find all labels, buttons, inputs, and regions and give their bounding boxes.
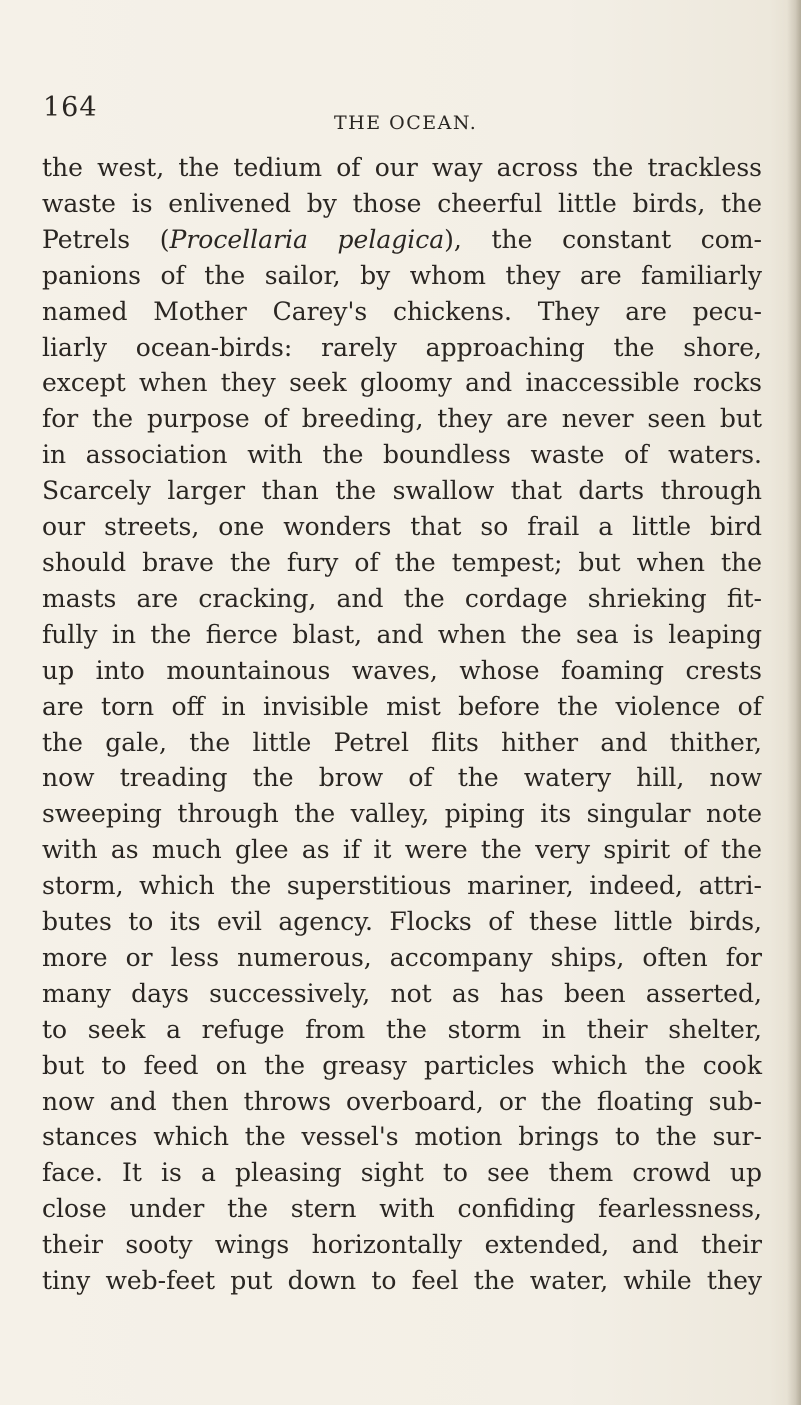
page-edge-shadow xyxy=(787,0,801,1405)
text-line: Petrels (Procellaria pelagica), the constant com- xyxy=(42,224,763,254)
text-line: except when they seek gloomy and inaccessible rocks xyxy=(42,368,762,398)
text-line: stances which the vessel's motion brings to the sur- xyxy=(42,1122,762,1152)
latin-name: Procellaria pelagica xyxy=(169,224,445,254)
text-line: sweeping through the valley, piping its singular note xyxy=(42,799,762,829)
text-line: fully in the fierce blast, and when the sea is leaping xyxy=(42,619,762,649)
text-line: our streets, one wonders that so frail a little bird xyxy=(42,512,762,542)
text-line: more or less numerous, accompany ships, often for xyxy=(42,942,762,972)
text-line: now and then throws overboard, or the floating sub- xyxy=(42,1086,762,1116)
running-head: THE OCEAN. xyxy=(334,112,478,134)
text-line: Scarcely larger than the swallow that darts through xyxy=(42,476,762,506)
text-line: up into mountainous waves, whose foaming crests xyxy=(42,655,762,685)
text-line: close under the stern with confiding fearlessness, xyxy=(42,1194,762,1224)
text-line: butes to its evil agency. Flocks of these little birds, xyxy=(42,907,762,937)
page-number: 164 xyxy=(43,92,98,123)
text-line: tiny web-feet put down to feel the water, while they xyxy=(42,1266,762,1296)
text-line: the gale, the little Petrel flits hither and thither, xyxy=(42,727,762,757)
page-header xyxy=(0,92,801,132)
text-line: for the purpose of breeding, they are never seen but xyxy=(42,404,762,434)
text-line: many days successively, not as has been asserted, xyxy=(42,978,762,1008)
text-line: but to feed on the greasy particles which the cook xyxy=(42,1050,762,1080)
text-line: the west, the tedium of our way across the trackless xyxy=(42,153,762,182)
text-line: masts are cracking, and the cordage shrieking fit- xyxy=(42,583,762,613)
text-line: to seek a refuge from the storm in their shelter, xyxy=(42,1014,762,1044)
text-line: their sooty wings horizontally extended, and their xyxy=(42,1230,762,1260)
text-line: should brave the fury of the tempest; but when the xyxy=(42,547,762,577)
text-line: now treading the brow of the watery hill, now xyxy=(42,763,762,793)
text-line: are torn off in invisible mist before the violence of xyxy=(42,691,762,721)
text-line: liarly ocean-birds: rarely approaching the shore, xyxy=(42,332,762,362)
text-line: storm, which the superstitious mariner, indeed, attri- xyxy=(42,871,762,901)
body-text xyxy=(42,150,762,1299)
text-line: in association with the boundless waste of waters. xyxy=(42,440,762,470)
text-line: with as much glee as if it were the very spirit of the xyxy=(42,835,762,865)
text-line: face. It is a pleasing sight to see them crowd up xyxy=(42,1158,762,1188)
text-line: panions of the sailor, by whom they are familiarly xyxy=(42,260,762,290)
text-line: waste is enlivened by those cheerful little birds, the xyxy=(42,188,762,218)
text-line: named Mother Carey's chickens. They are pecu- xyxy=(42,296,762,326)
